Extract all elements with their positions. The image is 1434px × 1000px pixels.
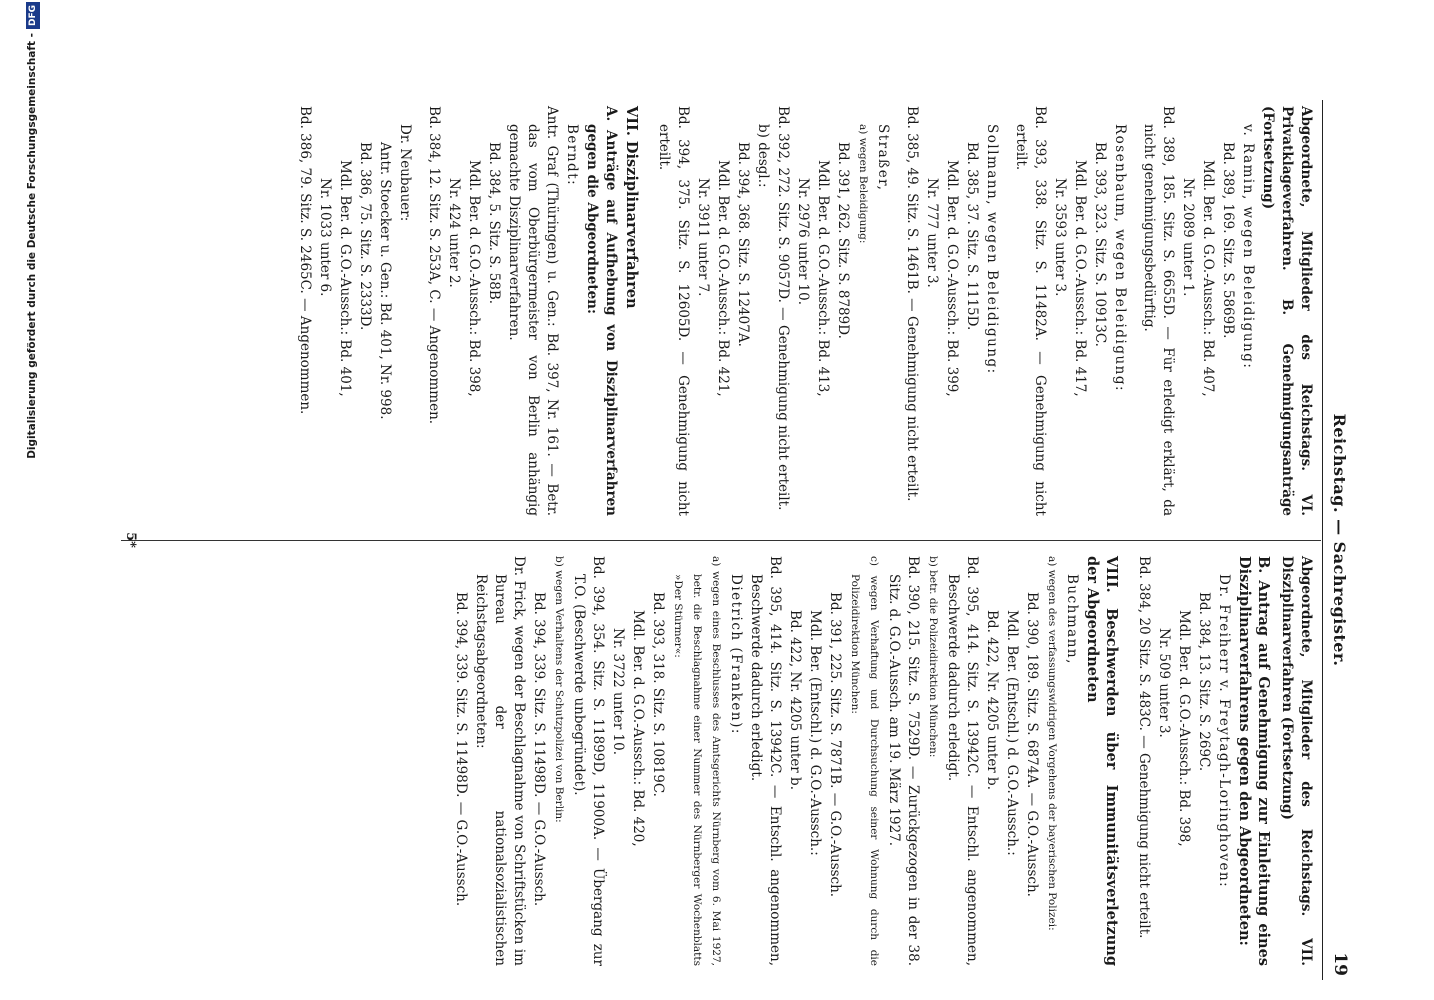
entry-line: Bd. 384, 13. Sitz. S. 269C.: [1196, 592, 1212, 772]
entry-line: Bd. 391, 262. Sitz. S. 8789D.: [835, 142, 851, 339]
entry-line: a) wegen des verfassungswidrigen Vorgehens der bayerischen Polizei:: [1046, 556, 1058, 931]
entry-line: Mdl. Ber. d. G.O.-Aussch.: Bd. 401,: [337, 160, 353, 397]
entry-line: v. Ramin, wegen Beleidigung:: [1240, 124, 1256, 370]
entry-line: Nr. 3722 unter 10.: [610, 628, 626, 756]
entry-line: Bd. 422, Nr. 4205 unter b.: [787, 610, 803, 790]
entry-line: Buchmann,: [1064, 574, 1080, 665]
entry-line: Bd. 384, 5. Sitz. S. 58B.: [486, 142, 502, 305]
entry-line: c) wegen Verhaftung und Durchsuchung seiner Wohnung durch die Polizeidirektion München:: [849, 556, 880, 966]
entry-line: Bd. 394, 375. Sitz. S. 12605D. — Genehmigung nicht erteilt.: [656, 106, 691, 516]
entry-line: b) betr. die Polizeidirektion München:: [927, 556, 939, 758]
entry-line: Bd. 389, 169. Sitz. S. 5869B.: [1220, 142, 1236, 339]
entry-line: Bd. 394, 339. Sitz. S. 11498D. — G.O.-Aussch.: [531, 592, 547, 907]
entry-line: Bd. 384, 12. Sitz. S. 253A, C. — Angenommen.: [426, 106, 442, 425]
document-page: [105, 100, 1355, 980]
entry-line: Bd. 395, 414. Sitz. S. 13942C. — Entschl. angenommen, Beschwerde dadurch erledigt.: [748, 556, 783, 966]
entry-line: Bd. 422, Nr. 4205 unter b.: [984, 610, 1000, 790]
entry-line: A. Anträge auf Aufhebung von Disziplinarverfahren gegen die Abgeordneten:: [584, 106, 619, 516]
entry-line: Nr. 3593 unter 3.: [1052, 178, 1068, 297]
column-rule: [121, 540, 1321, 541]
entry-line: Bd. 395, 414. Sitz. S. 13942C. — Entschl. angenommen, Beschwerde dadurch erledigt.: [945, 556, 980, 966]
entry-line: Bd. 394, 339. Sitz. S. 11498D. — G.O.-Aussch.: [453, 592, 469, 907]
entry-line: Straßer,: [875, 124, 891, 192]
entry-line: Mdl. Ber. d. G.O.-Aussch.: Bd. 398,: [466, 160, 482, 397]
entry-line: B. Antrag auf Genehmigung zur Einleitung eines Disziplinarverfahrens gegen den Abgeordneten:: [1236, 556, 1272, 966]
dfg-logo: DFG: [26, 2, 40, 29]
entry-line: Nr. 1033 unter 6.: [317, 178, 333, 297]
entry-line: Nr. 777 unter 3.: [924, 178, 940, 288]
entry-line: Bd. 384, 20 Sitz. S. 483C. — Genehmigung nicht erteilt.: [1136, 556, 1152, 939]
entry-line: VIII. Beschwerden über Immunitätsverletzung der Abgeordneten: [1084, 556, 1120, 966]
entry-line: Nr. 509 unter 3.: [1156, 628, 1172, 738]
running-head: [1325, 100, 1349, 980]
entry-line: Mdl. Ber. d. G.O.-Aussch.: Bd. 420,: [630, 610, 646, 847]
scan-credit: [2, 0, 38, 1000]
entry-line: Abgeordnete, Mitglieder des Reichstags. VII. Disziplinarverfahren (Fortsetzung): [1279, 556, 1314, 966]
entry-line: Mdl. Ber. (Entschl.) d. G.O.-Aussch.:: [1004, 610, 1020, 856]
entry-line: Dietrich (Franken):: [728, 574, 744, 735]
left-column: [294, 106, 1315, 516]
entry-line: Berndt:: [564, 124, 580, 187]
entry-line: Bd. 385, 49. Sitz. S. 1461B. — Genehmigung nicht erteilt.: [904, 106, 920, 502]
right-column: [450, 556, 1315, 966]
entry-line: Bd. 394, 368. Sitz. S. 12407A.: [735, 142, 751, 347]
entry-line: Mdl. Ber. d. G.O.-Aussch.: Bd. 398,: [1176, 610, 1192, 847]
entry-line: Abgeordnete, Mitglieder des Reichstags. VI. Privatklageverfahren. B. Genehmigungsanträge (Fortsetzung): [1260, 106, 1314, 516]
entry-line: Bd. 393, 338. Sitz. S. 11482A. — Genehmigung nicht erteilt.: [1013, 106, 1048, 516]
header-rule: [1322, 100, 1323, 980]
entry-line: Bd. 385, 37. Sitz. S. 1115D.: [964, 142, 980, 331]
entry-line: Bd. 394, 354. Sitz. S. 11899D, 11900A. — Übergang zur T.O. (Beschwerde unbegründet).: [571, 556, 606, 966]
entry-line: Bd. 386, 79. Sitz. S. 2465C. — Angenommen.: [297, 106, 313, 415]
page-number: 19: [1330, 952, 1350, 976]
spacer: [415, 106, 423, 516]
spacer: [1125, 556, 1133, 966]
entry-line: Mdl. Ber. d. G.O.-Aussch.: Bd. 413,: [815, 160, 831, 397]
entry-line: Mdl. Ber. d. G.O.-Aussch.: Bd. 399,: [944, 160, 960, 397]
entry-line: Antr. Stoecker u. Gen.: Bd. 401, Nr. 998.: [377, 142, 393, 420]
spacer: [893, 106, 901, 516]
entry-line: Dr. Freiherr v. Freytagh-Loringhoven:: [1216, 574, 1232, 889]
entry-line: Bd. 386, 75. Sitz. S. 2333D.: [357, 142, 373, 331]
scan-credit-text: [22, 0, 42, 992]
entry-line: Mdl. Ber. d. G.O.-Aussch.: Bd. 417,: [1072, 160, 1088, 397]
entry-line: Bd. 393, 323. Sitz. S. 10913C.: [1092, 142, 1108, 347]
signature-mark: 5*: [123, 532, 138, 548]
entry-line: Nr. 424 unter 2.: [446, 178, 462, 288]
entry-line: Antr. Graf (Thüringen) u. Gen.: Bd. 397, Nr. 161. — Betr. das vom Oberbürgermeister von Berlin anhängig gemachte Disziplinarverfahren.: [506, 106, 560, 516]
entry-line: Mdl. Ber. (Entschl.) d. G.O.-Aussch.:: [807, 610, 823, 856]
entry-line: Nr. 2089 unter 1.: [1180, 178, 1196, 297]
entry-line: Bd. 389, 185. Sitz. S. 6655D. — Für erledigt erklärt, da nicht genehmigungsbedürftig.: [1141, 106, 1176, 516]
running-head-title: Reichstag. — Sachregister.: [1330, 413, 1349, 667]
credit-label: Digitalisierung gefördert durch die Deutsche Forschungsgemeinschaft -: [26, 33, 38, 459]
entry-line: Rosenbaum, wegen Beleidigung:: [1112, 124, 1128, 393]
entry-line: Nr. 3911 unter 7.: [695, 178, 711, 297]
entry-line: Mdl. Ber. d. G.O.-Aussch.: Bd. 407,: [1200, 160, 1216, 397]
entry-line: Bd. 393, 318. Sitz. S. 10819C.: [650, 592, 666, 797]
entry-line: Dr. Frick, wegen der Beschlagnahme von Schriftstücken im Bureau der nationalsozialistischen Reichstagsabgeordneten:: [473, 556, 527, 966]
spacer: [1002, 106, 1010, 516]
spacer: [1130, 106, 1138, 516]
entry-line: VII. Disziplinarverfahren: [623, 106, 640, 309]
entry-line: a) wegen Beleidigung:: [857, 124, 869, 244]
entry-line: Sollmann, wegen Beleidigung:: [984, 124, 1000, 375]
entry-line: Bd. 391, 225. Sitz. S. 7871B. — G.O.-Aussch.: [827, 592, 843, 898]
spacer: [645, 106, 653, 516]
entry-line: Bd. 392, 272. Sitz. S. 9057D. — Genehmigung nicht erteilt.: [775, 106, 791, 511]
entry-line: b) desgl.:: [755, 124, 771, 188]
entry-line: b) wegen Verhaltens der Schutzpolizei von Berlin:: [553, 556, 565, 823]
entry-line: Bd. 390, 189. Sitz. S. 6874A. — G.O.-Aussch.: [1024, 592, 1040, 897]
entry-line: a) wegen eines Beschlusses des Amtsgerichts Nürnberg vom 6. Mai 1927, betr. die Beschlagnahme einer Nummer des Nürnberger Wochenblatts »Der Stürmer«:: [672, 556, 722, 966]
entry-line: Bd. 390, 215. Sitz. S. 7529D. — Zurückgezogen in der 38. Sitz. d. G.O.-Aussch. am 19. März 1927.: [886, 556, 921, 966]
entry-line: Nr. 2976 unter 10.: [795, 178, 811, 306]
entry-line: Mdl. Ber. d. G.O.-Aussch.: Bd. 421,: [715, 160, 731, 397]
entry-line: Dr. Neubauer:: [397, 124, 413, 222]
